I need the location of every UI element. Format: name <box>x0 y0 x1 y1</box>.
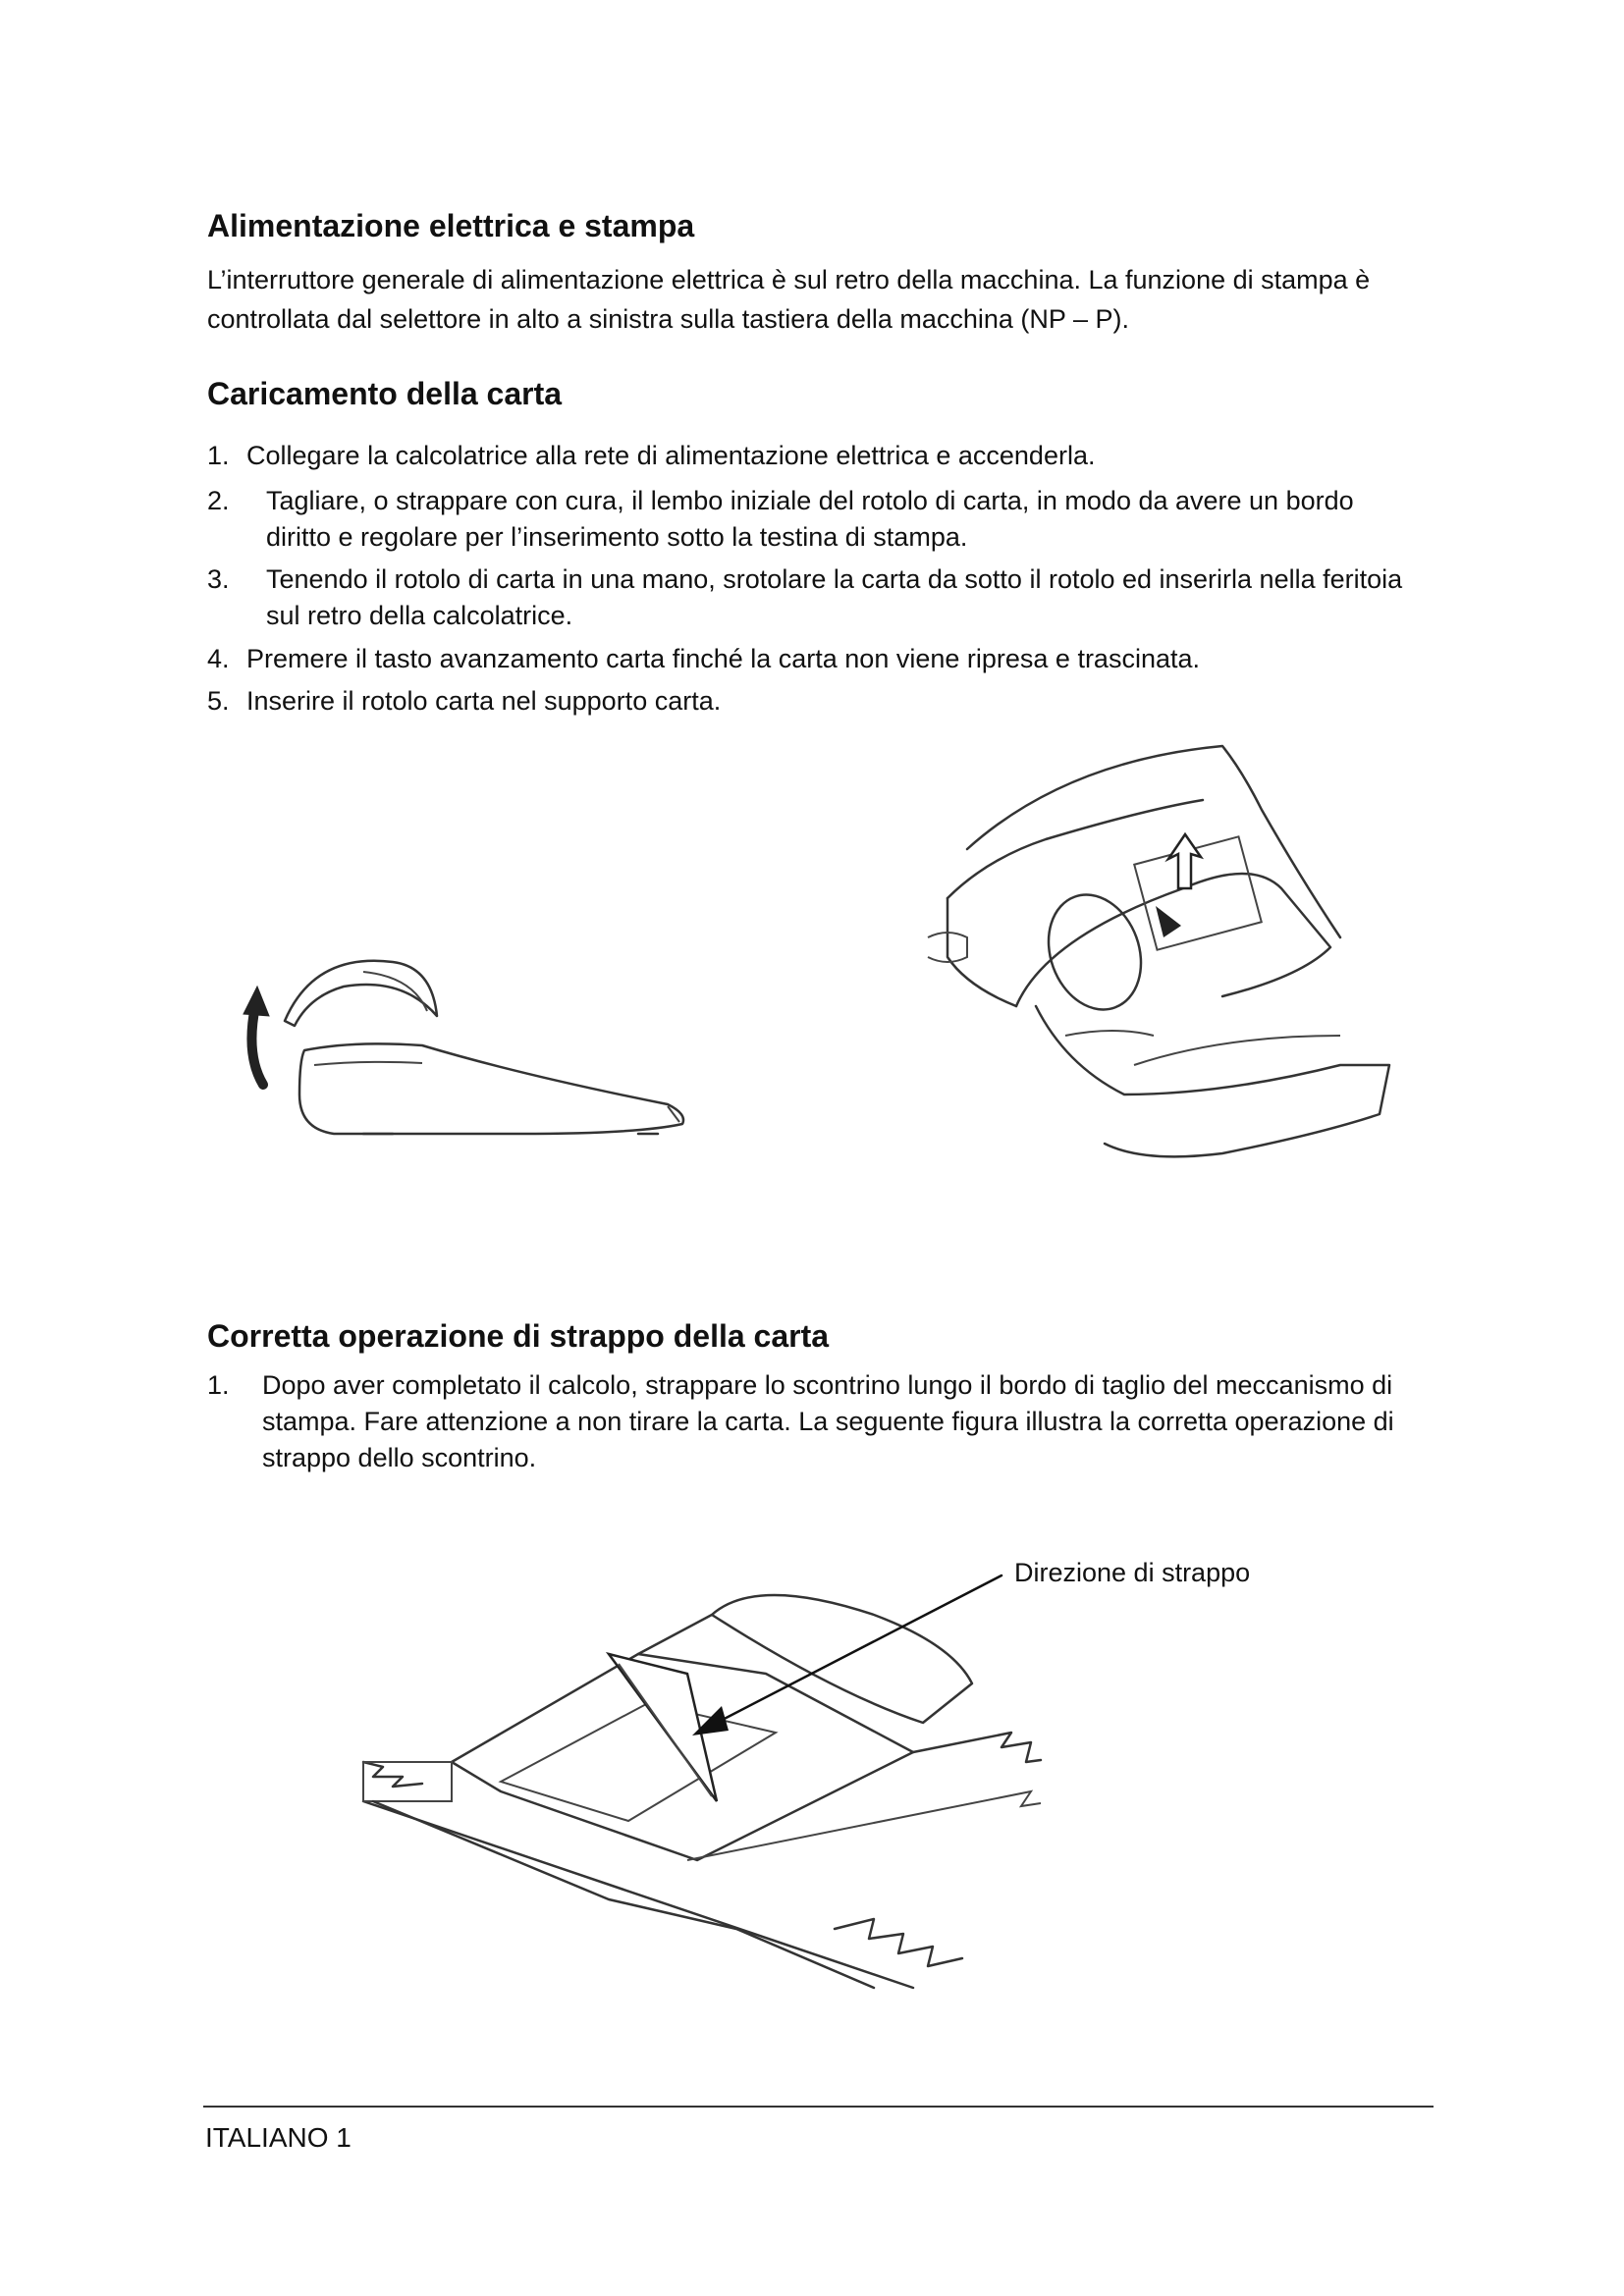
footer-divider <box>203 2106 1434 2108</box>
list-item-text: Premere il tasto avanzamento carta finché la carta non viene ripresa e trascinata. <box>246 644 1200 673</box>
paragraph-power-print: L’interruttore generale di alimentazione elettrica è sul retro della macchina. La funzione di stampa è controllata dal selettore in alto a sinistra sulla tastiera della macchina (NP – P). <box>207 265 1371 334</box>
heading-paper-loading: Caricamento della carta <box>207 376 563 411</box>
list-item <box>207 438 1425 474</box>
list-item <box>207 641 1425 677</box>
list-item-number: 3. <box>207 564 230 594</box>
list-item-text: Dopo aver completato il calcolo, strappare lo scontrino lungo il bordo di taglio del meccanismo di stampa. Fare attenzione a non tirare la carta. La seguente figura illustra la corretta operazione di strappo dello scontrino. <box>262 1370 1394 1472</box>
heading-power-print: Alimentazione elettrica e stampa <box>207 208 695 243</box>
list-item-text: Tenendo il rotolo di carta in una mano, srotolare la carta da sotto il rotolo ed inserirla nella feritoia sul retro della calcolatrice. <box>266 564 1403 630</box>
paper-feed-illustration <box>928 741 1399 1173</box>
list-item-text: Tagliare, o strappare con cura, il lembo iniziale del rotolo di carta, in modo da avere un bordo diritto e regolare per l’inserimento sotto la testina di stampa. <box>266 486 1354 552</box>
paper-holder-illustration <box>226 957 707 1173</box>
list-item-text: Inserire il rotolo carta nel supporto carta. <box>246 686 722 716</box>
list-item <box>207 561 1425 634</box>
list-item-number: 2. <box>207 486 230 515</box>
list-item-number: 1. <box>207 1370 230 1400</box>
figure-label: Direzione di strappo <box>1014 1558 1251 1587</box>
list-item-number: 5. <box>207 686 230 716</box>
list-item <box>207 683 1425 720</box>
list-item-number: 4. <box>207 644 230 673</box>
heading-tear-operation: Corretta operazione di strappo della carta <box>207 1318 830 1354</box>
tear-direction-illustration <box>363 1575 1041 1988</box>
list-item <box>207 483 1425 556</box>
list-item <box>207 1367 1425 1476</box>
page-footer: ITALIANO 1 <box>205 2122 352 2153</box>
list-item-text: Collegare la calcolatrice alla rete di alimentazione elettrica e accenderla. <box>246 441 1096 470</box>
list-item-number: 1. <box>207 441 230 470</box>
